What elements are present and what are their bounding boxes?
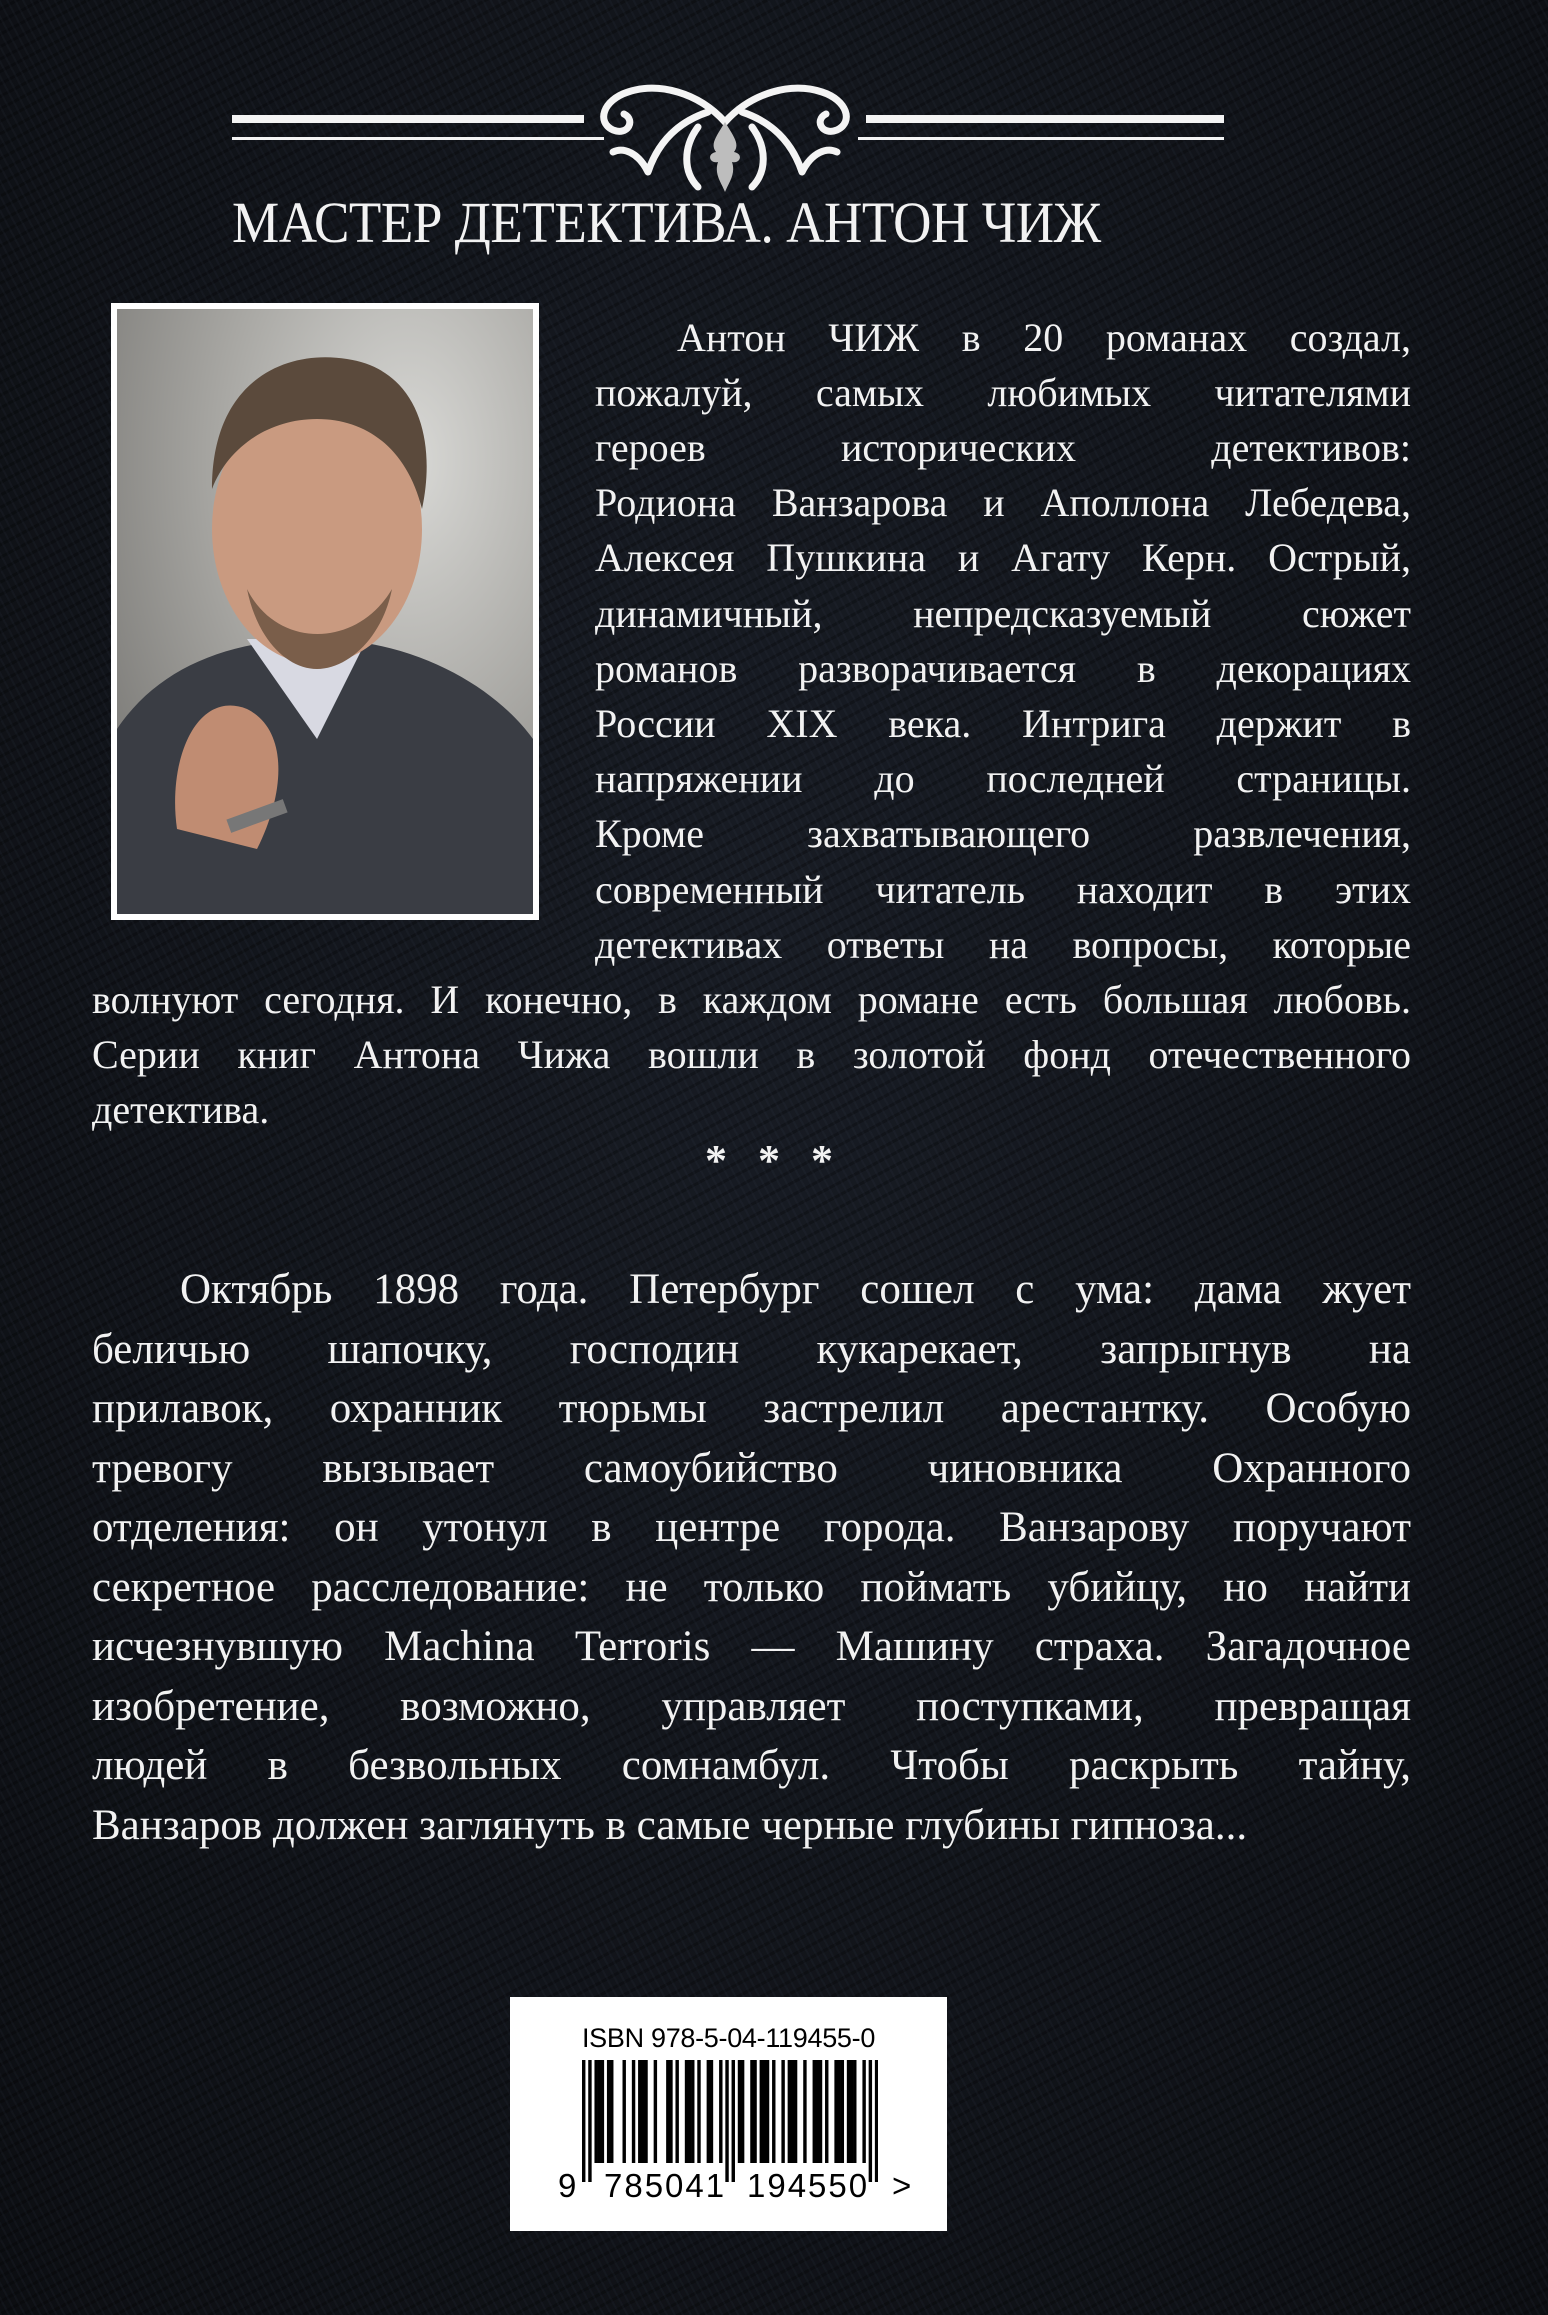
barcode-bar [803,2060,806,2163]
bio-line: современный читатель находит в этих [595,867,1411,912]
barcode-bar [632,2060,635,2163]
barcode-bar [862,2060,865,2163]
header-rule-thin-right [858,137,1224,140]
barcode-bar [719,2060,722,2163]
barcode-bar [791,2060,794,2163]
author-portrait-icon [117,309,533,914]
barcode-digits-right: 194550 [747,2167,870,2204]
barcode-digit-first: 9 [558,2167,579,2204]
bio-line: Кроме захватывающего развлечения, [595,811,1411,856]
section-separator: * * * [705,1136,843,1185]
barcode-bar [598,2060,601,2163]
barcode-bar [638,2060,641,2163]
barcode-bar [732,2060,735,2182]
barcode-marker: > [892,2167,914,2204]
barcode-bar [588,2060,591,2182]
barcode-bar [819,2060,822,2163]
synopsis-line: людей в безвольных сомнамбул. Чтобы раскрыть тайну, [92,1742,1411,1789]
barcode-bar [853,2060,856,2163]
synopsis-line: секретное расследование: не только поймать убийцу, но найти [92,1564,1411,1611]
bio-line: пожалуй, самых любимых читателями [595,370,1411,415]
synopsis-line: беличью шапочку, господин кукарекает, запрыгнув на [92,1326,1411,1373]
barcode-bar [582,2060,585,2182]
barcode-bar [644,2060,647,2163]
barcode-bar [794,2060,797,2163]
barcode-bar [788,2060,791,2163]
barcode-bar [875,2060,878,2182]
barcode-bar [837,2060,840,2163]
barcode-bar [850,2060,853,2163]
bio-line: динамичный, непредсказуемый сюжет [595,591,1411,636]
bio-line: детектива. [92,1087,270,1132]
isbn-barcode [510,1997,947,2231]
ornament-flourish-icon [578,82,872,192]
barcode-bar [834,2060,837,2163]
synopsis-line: исчезнувшую Machina Terroris — Машину страха. Загадочное [92,1623,1411,1670]
bio-line: Антон ЧИЖ в 20 романах создал, [677,315,1411,360]
bio-line: России XIX века. Интрига держит в [595,701,1411,746]
barcode-bar [685,2060,688,2163]
bio-line: Родиона Ванзарова и Аполлона Лебедева, [595,480,1411,525]
bio-line: волнуют сегодня. И конечно, в каждом романе есть большая любовь. [92,977,1411,1022]
barcode-bar [710,2060,713,2163]
synopsis-line: тревогу вызывает самоубийство чиновника Охранного [92,1445,1411,1492]
barcode-bar [601,2060,604,2163]
barcode-digits-left: 785041 [604,2167,727,2204]
header-rule-thick-left [232,115,584,123]
barcode-bar [750,2060,753,2163]
header-rule-thick-right [866,115,1224,123]
barcode-bar [741,2060,744,2163]
barcode-bar [816,2060,819,2163]
barcode-bar [697,2060,700,2163]
synopsis-line: изобретение, возможно, управляет поступками, превращая [92,1683,1411,1730]
author-photo [111,303,539,920]
barcode-bar [607,2060,610,2163]
bio-line: романов разворачивается в декорациях [595,646,1411,691]
series-title: МАСТЕР ДЕТЕКТИВА. АНТОН ЧИЖ [232,190,1101,255]
bio-line: напряжении до последней страницы. [595,756,1411,801]
barcode-bar [654,2060,657,2163]
barcode-bar [841,2060,844,2163]
barcode-bar [610,2060,613,2163]
barcode-bar [772,2060,775,2163]
isbn-label: ISBN 978-5-04-119455-0 [581,2023,876,2053]
bio-line: Алексея Пушкина и Агату Керн. Острый, [595,535,1411,580]
barcode-bar [594,2060,597,2163]
barcode-bar [766,2060,769,2163]
barcode-bar [781,2060,784,2163]
barcode-bar [691,2060,694,2163]
barcode-bar [669,2060,672,2163]
barcode-bar [813,2060,816,2163]
bio-line: детективах ответы на вопросы, которые [595,922,1411,967]
barcode-bar [707,2060,710,2163]
synopsis-line: Ванзаров должен заглянуть в самые черные глубины гипноза... [92,1802,1248,1849]
barcode-bar [666,2060,669,2163]
barcode-bar [675,2060,678,2163]
barcode-bar [869,2060,872,2182]
barcode-bar [760,2060,763,2163]
synopsis-line: отделения: он утонул в центре города. Ванзарову поручают [92,1504,1411,1551]
barcode-bar [753,2060,756,2163]
barcode-bar [763,2060,766,2163]
header-rule-thin-left [232,137,604,140]
synopsis-line: Октябрь 1898 года. Петербург сошел с ума: дама жует [180,1266,1411,1313]
barcode-bar [738,2060,741,2163]
barcode-bar [725,2060,728,2182]
barcode-bar [641,2060,644,2163]
barcode-bar [623,2060,626,2163]
barcode-bar [847,2060,850,2163]
synopsis-line: прилавок, охранник тюрьмы застрелил арестантку. Особую [92,1385,1411,1432]
barcode-bar [825,2060,828,2163]
bio-line: Серии книг Антона Чижа вошли в золотой фонд отечественного [92,1032,1411,1077]
barcode-bar [688,2060,691,2163]
bio-line: героев исторических детективов: [595,425,1411,470]
